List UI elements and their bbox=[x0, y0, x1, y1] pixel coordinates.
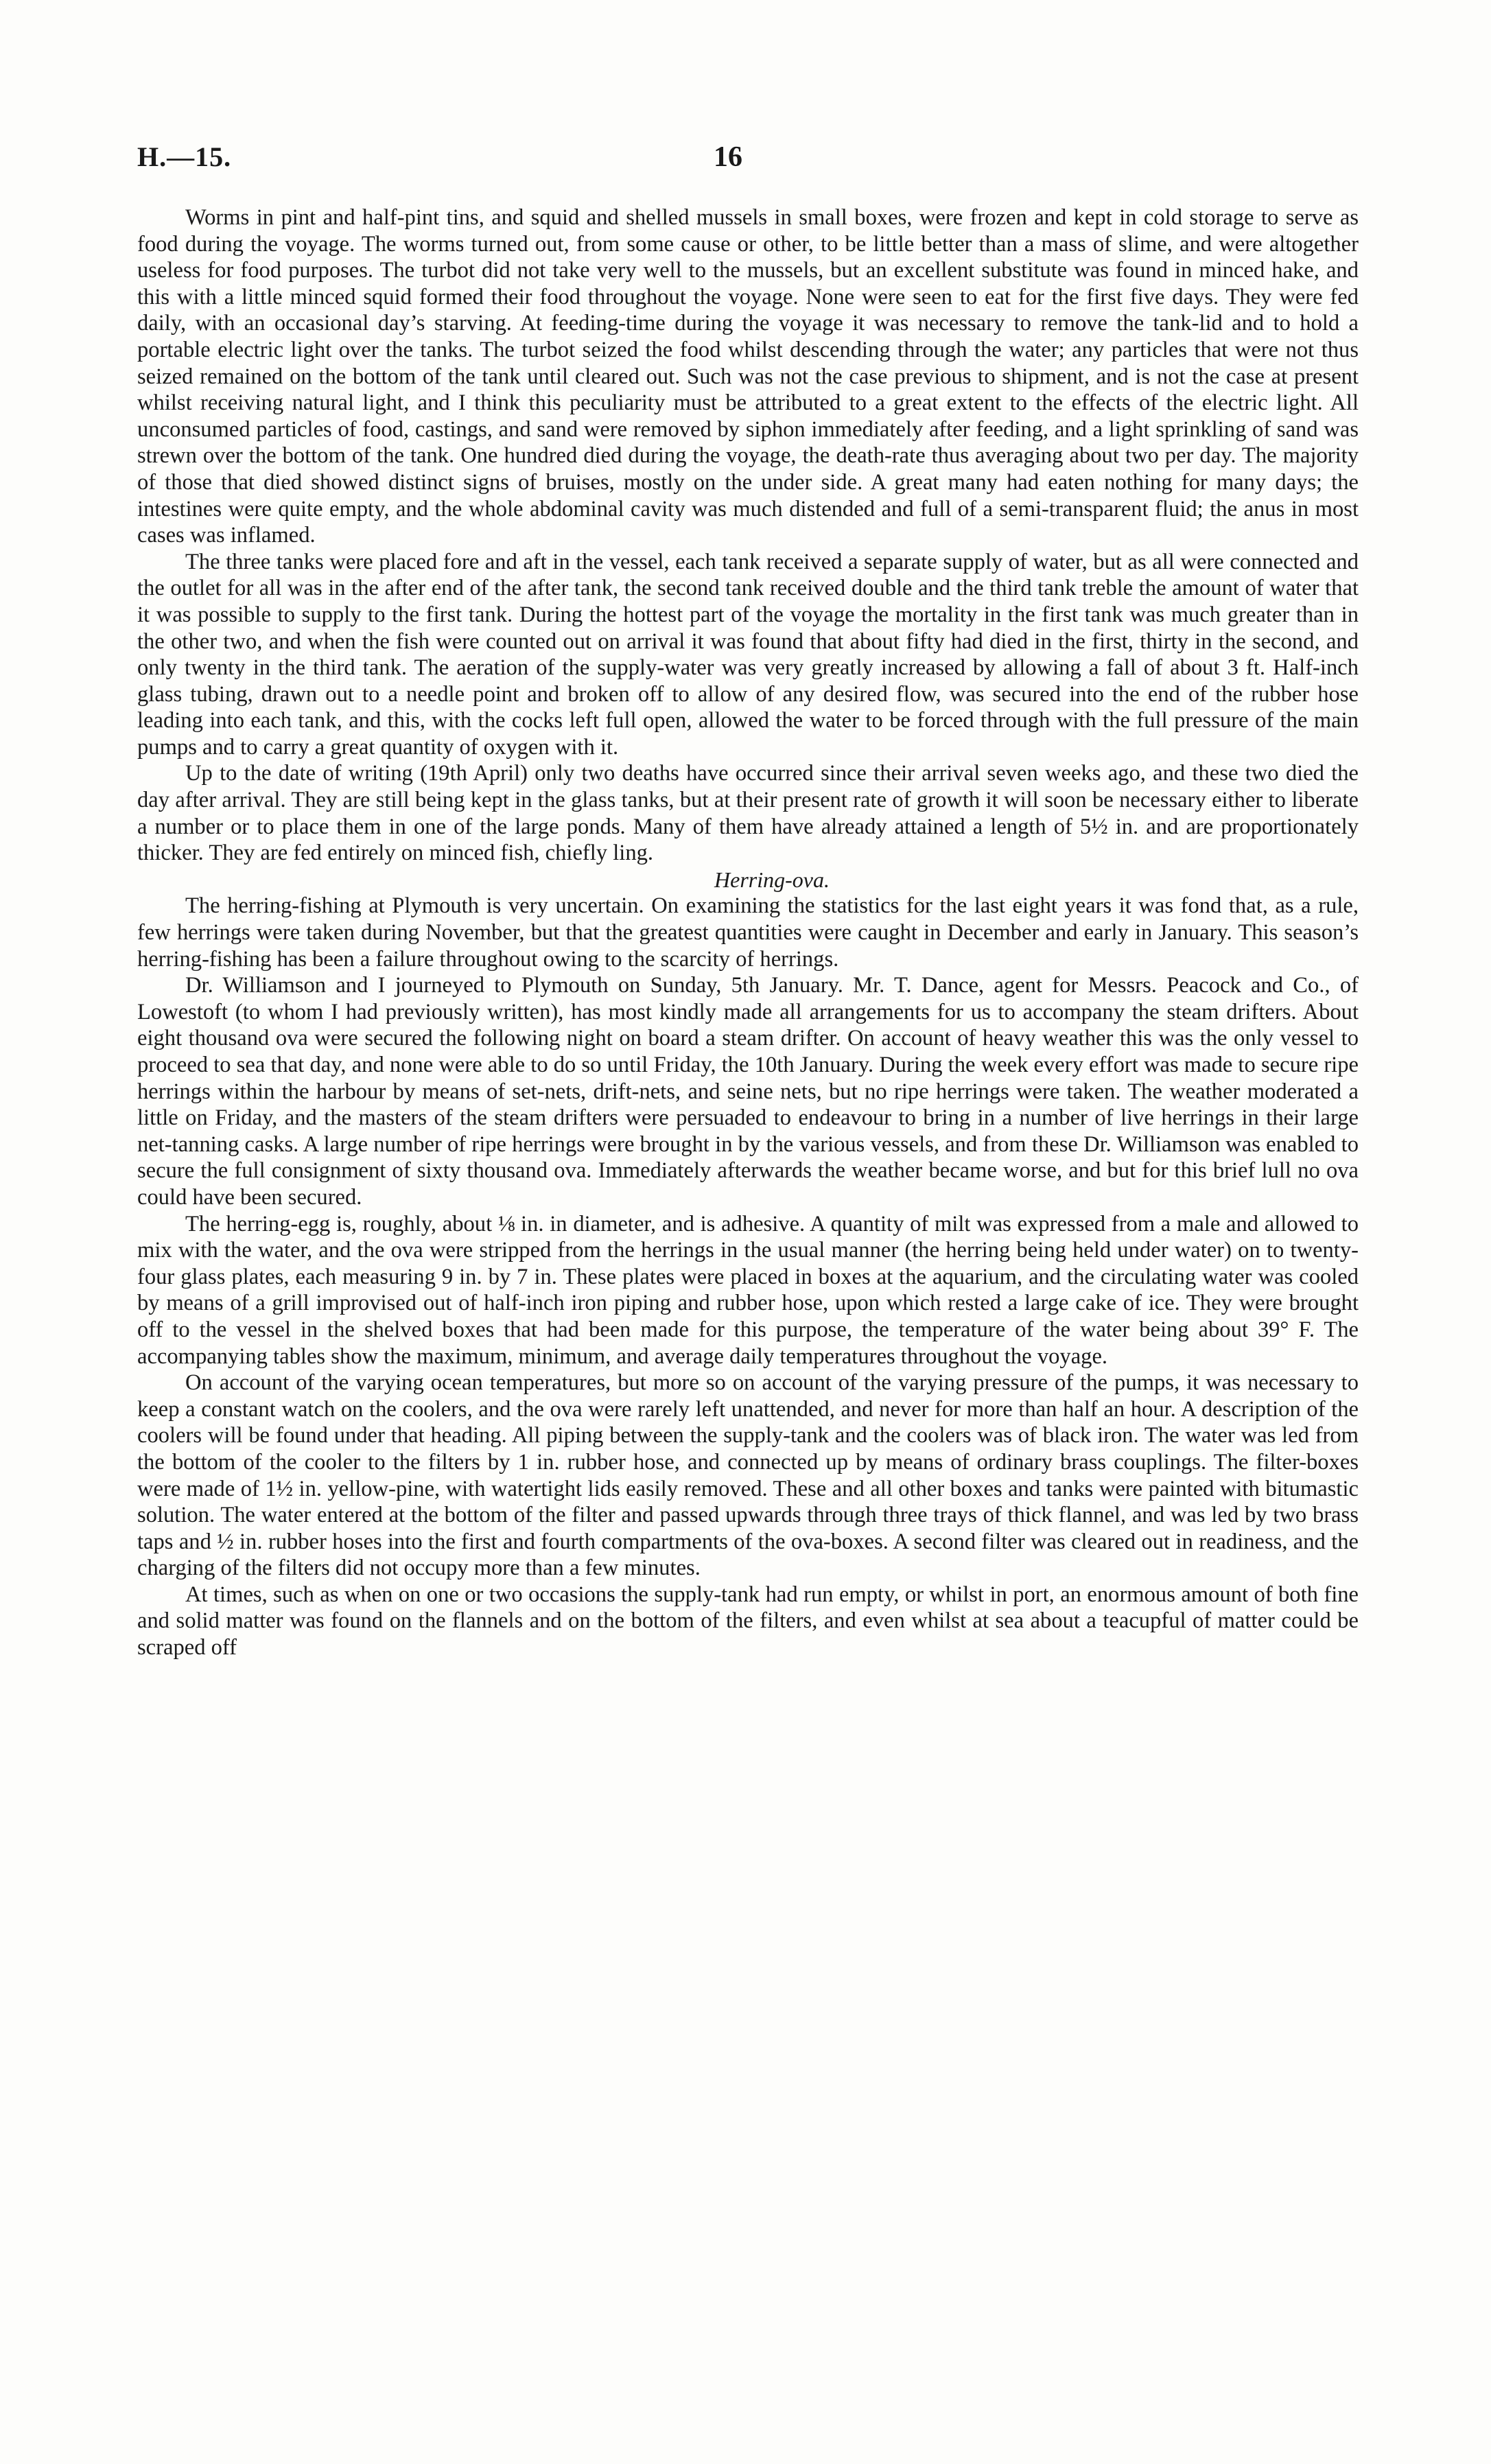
document-code: H.—15. bbox=[137, 141, 232, 172]
page-header bbox=[137, 141, 1359, 182]
body-text bbox=[137, 204, 1359, 1661]
paragraph: The herring-egg is, roughly, about ⅛ in. in diameter, and is adhesive. A quantity of milt was expressed from a male and allowed to mix with the water, and the ova were stripped from the herrings in the usual manner (the herring being held under water) on to twenty-four glass plates, each measuring 9 in. by 7 in. These plates were placed in boxes at the aquarium, and the circulating water was cooled by means of a grill improvised out of half-inch iron piping and rubber hose, upon which rested a large cake of ice. They were brought off to the vessel in the shelved boxes that had been made for this purpose, the temperature of the water being about 39° F. The accompanying tables show the maximum, minimum, and average daily temperatures throughout the voyage. bbox=[137, 1211, 1359, 1369]
page-number: 16 bbox=[714, 141, 742, 173]
paragraph: Up to the date of writing (19th April) only two deaths have occurred since their arrival seven weeks ago, and these two died the day after arrival. They are still being kept in the glass tanks, but at their present rate of growth it will soon be necessary either to liberate a number or to place them in one of the large ponds. Many of them have already attained a length of 5½ in. and are proportionately thicker. They are fed entirely on minced fish, chiefly ling. bbox=[137, 761, 1359, 866]
section-heading: Herring-ova. bbox=[714, 867, 830, 892]
paragraph: Worms in pint and half-pint tins, and squid and shelled mussels in small boxes, were frozen and kept in cold storage to serve as food during the voyage. The worms turned out, from some cause or other, to be little better than a mass of slime, and were altogether useless for food purposes. The turbot did not take very well to the mussels, but an excellent substitute was found in minced hake, and this with a little minced squid formed their food throughout the voyage. None were seen to eat for the first five days. They were fed daily, with an occasional day’s starving. At feeding-time during the voyage it was necessary to remove the tank-lid and to hold a portable electric light over the tanks. The turbot seized the food whilst descending through the water; any particles that were not thus seized remained on the bottom of the tank until cleared out. Such was not the case previous to shipment, and is not the case at present whilst receiving natural light, and I think this peculiarity must be attributed to a great extent to the effects of the electric light. All unconsumed particles of food, castings, and sand were removed by siphon immediately after feeding, and a light sprinkling of sand was strewn over the bottom of the tank. One hundred died during the voyage, the death-rate thus averaging about two per day. The majority of those that died showed distinct signs of bruises, mostly on the under side. A great many had eaten nothing for many days; the intestines were quite empty, and the whole abdominal cavity was much distended and full of a semi-transparent fluid; the anus in most cases was inflamed. bbox=[137, 205, 1359, 548]
paragraph: At times, such as when on one or two occasions the supply-tank had run empty, or whilst in port, an enormous amount of both fine and solid matter was found on the flannels and on the bottom of the filters, and even whilst at sea about a teacupful of matter could be scraped off bbox=[137, 1582, 1359, 1661]
paragraph: Dr. Williamson and I journeyed to Plymouth on Sunday, 5th January. Mr. T. Dance, agent for Messrs. Peacock and Co., of Lowestoft (to whom I had previously written), has most kindly made all arrangements for us to accompany the steam drifters. About eight thousand ova were secured the following night on board a steam drifter. On account of heavy weather this was the only vessel to proceed to sea that day, and none were able to do so until Friday, the 10th January. During the week every effort was made to secure ripe herrings within the harbour by means of set-nets, drift-nets, and seine nets, but no ripe herrings were taken. The weather moderated a little on Friday, and the masters of the steam drifters were persuaded to endeavour to bring in a number of live herrings in their large net-tanning casks. A large number of ripe herrings were brought in by the various vessels, and from these Dr. Williamson was enabled to secure the full consignment of sixty thousand ova. Immediately afterwards the weather became worse, and but for this brief lull no ova could have been secured. bbox=[137, 973, 1359, 1210]
paragraph: The herring-fishing at Plymouth is very uncertain. On examining the statistics for the last eight years it was fond that, as a rule, few herrings were taken during November, but that the greatest quantities were caught in December and early in January. This season’s herring-fishing has been a failure throughout owing to the scarcity of herrings. bbox=[137, 893, 1359, 972]
paragraph: On account of the varying ocean temperatures, but more so on account of the varying pressure of the pumps, it was necessary to keep a constant watch on the coolers, and the ova were rarely left unattended, and never for more than half an hour. A description of the coolers will be found under that heading. All piping between the supply-tank and the coolers was of black iron. The water was led from the bottom of the cooler to the filters by 1 in. rubber hose, and connected up by means of ordinary brass couplings. The filter-boxes were made of 1½ in. yellow-pine, with watertight lids easily removed. These and all other boxes and tanks were painted with bitumastic solution. The water entered at the bottom of the filter and passed upwards through three trays of thick flannel, and was led by two brass taps and ½ in. rubber hoses into the first and fourth compartments of the ova-boxes. A second filter was cleared out in readiness, and the charging of the filters did not occupy more than a few minutes. bbox=[137, 1370, 1359, 1581]
paragraph: The three tanks were placed fore and aft in the vessel, each tank received a separate supply of water, but as all were connected and the outlet for all was in the after end of the after tank, the second tank received double and the third tank treble the amount of water that it was possible to supply to the first tank. During the hottest part of the voyage the mortality in the first tank was much greater than in the other two, and when the fish were counted out on arrival it was found that about fifty had died in the first, thirty in the second, and only twenty in the third tank. The aeration of the supply-water was very greatly increased by allowing a fall of about 3 ft. Half-inch glass tubing, drawn out to a needle point and broken off to allow of any desired flow, was secured into the end of the rubber hose leading into each tank, and this, with the cocks left full open, allowed the water to be forced through with the full pressure of the main pumps and to carry a great quantity of oxygen with it. bbox=[137, 549, 1359, 760]
